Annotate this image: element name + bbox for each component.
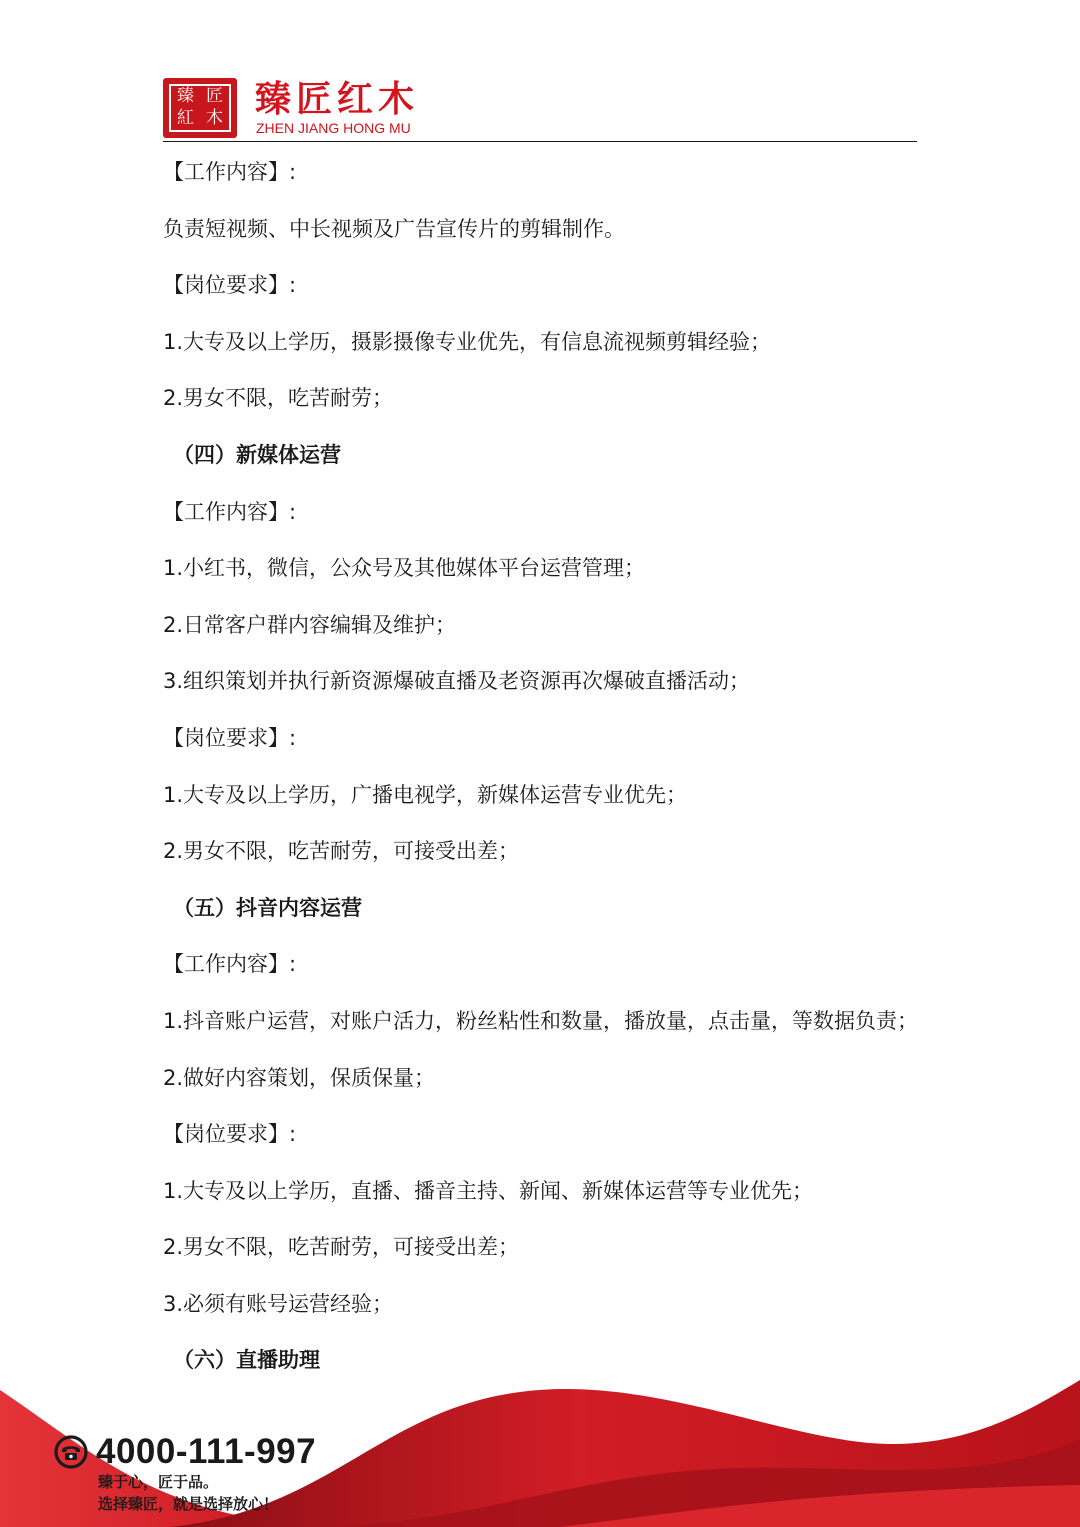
paragraph-line: 【岗位要求】: <box>163 725 297 750</box>
paragraph-line: 【岗位要求】: <box>163 1122 297 1147</box>
paragraph-line: 【岗位要求】: <box>163 273 297 298</box>
header-divider <box>163 141 917 142</box>
paragraph-line: 2.男女不限，吃苦耐劳； <box>163 386 394 411</box>
paragraph-line: 【工作内容】: <box>163 499 297 524</box>
logo-seal-icon <box>163 78 237 138</box>
slogan-line-2: 选择臻匠，就是选择放心！ <box>98 1495 279 1513</box>
brand-header <box>163 78 917 142</box>
brand-name-english: ZHEN JIANG HONG MU <box>256 120 411 136</box>
paragraph-line: 3.组织策划并执行新资源爆破直播及老资源再次爆破直播活动； <box>163 669 751 694</box>
document-body <box>163 150 923 1395</box>
logo-seal-char: 匠 <box>206 86 223 106</box>
phone-number[interactable]: 4000-111-997 <box>96 1432 317 1471</box>
section-heading: （五）抖音内容运营 <box>173 895 362 920</box>
logo-seal-char: 臻 <box>177 86 194 106</box>
paragraph-line: 1.大专及以上学历，广播电视学，新媒体运营专业优先； <box>163 782 688 807</box>
logo-seal-char: 紅 <box>177 108 194 128</box>
slogan-line-1: 臻于心，匠于品。 <box>98 1473 219 1491</box>
paragraph-line: 【工作内容】: <box>163 952 297 977</box>
contact-phone <box>54 1432 316 1472</box>
paragraph-line: 2.男女不限，吃苦耐劳，可接受出差； <box>163 1235 520 1260</box>
paragraph-line: 负责短视频、中长视频及广告宣传片的剪辑制作。 <box>163 216 625 241</box>
paragraph-line: 2.做好内容策划，保质保量； <box>163 1065 436 1090</box>
telephone-icon <box>54 1435 88 1469</box>
paragraph-line: 3.必须有账号运营经验； <box>163 1291 394 1316</box>
paragraph-line: 【工作内容】: <box>163 160 297 184</box>
paragraph-line: 1.小红书，微信，公众号及其他媒体平台运营管理； <box>163 556 646 581</box>
paragraph-line: 1.抖音账户运营，对账户活力，粉丝粘性和数量，播放量，点击量，等数据负责； <box>163 1008 919 1033</box>
paragraph-line: 2.日常客户群内容编辑及维护； <box>163 612 457 637</box>
section-heading: （四）新媒体运营 <box>173 442 341 467</box>
paragraph-line: 1.大专及以上学历，摄影摄像专业优先，有信息流视频剪辑经验； <box>163 329 772 354</box>
paragraph-line: 1.大专及以上学历，直播、播音主持、新闻、新媒体运营等专业优先； <box>163 1178 814 1203</box>
paragraph-line: 2.男女不限，吃苦耐劳，可接受出差； <box>163 839 520 864</box>
logo-seal-char: 木 <box>206 108 223 128</box>
section-heading: （六）直播助理 <box>173 1348 320 1373</box>
brand-name-chinese: 臻匠红木 <box>255 79 420 120</box>
